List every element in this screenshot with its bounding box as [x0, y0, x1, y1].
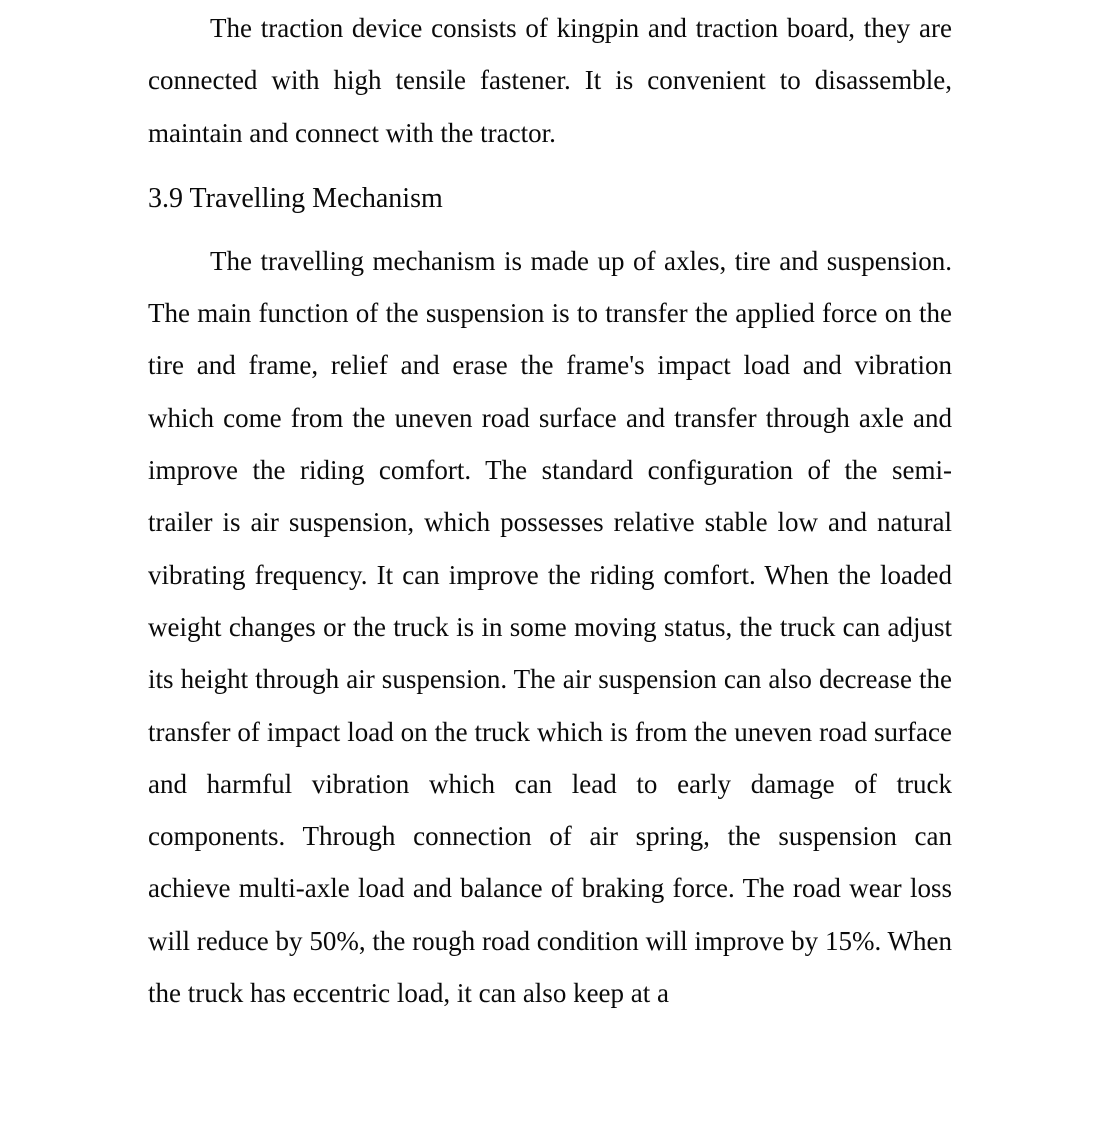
section-heading-travelling-mechanism: 3.9 Travelling Mechanism [148, 182, 443, 214]
paragraph-traction-device: The traction device consists of kingpin and traction board, they are connected with high tensile fastener. It is convenient to disassemble, maintain and connect with the tractor. [148, 13, 952, 148]
paragraph-travelling-mechanism: The travelling mechanism is made up of axles, tire and suspension. The main function of the suspension is to transfer the applied force on the tire and frame, relief and erase the frame's impact load and vibration which come from the uneven road surface and transfer through axle and improve the riding comfort. The standard configuration of the semi- trailer is air suspension, which possesses relative stable low and natural vibrating frequency. It can improve the riding comfort. When the loaded weight changes or the truck is in some moving status, the truck can adjust its height through air suspension. The air suspension can also decrease the transfer of impact load on the truck which is from the uneven road surface and harmful vibration which can lead to early damage of truck components. Through connection of air spring, the suspension can achieve multi-axle load and balance of braking force. The road wear loss will reduce by 50%, the rough road condition will improve by 15%. When the truck has eccentric load, it can also keep at a [148, 245, 952, 1009]
